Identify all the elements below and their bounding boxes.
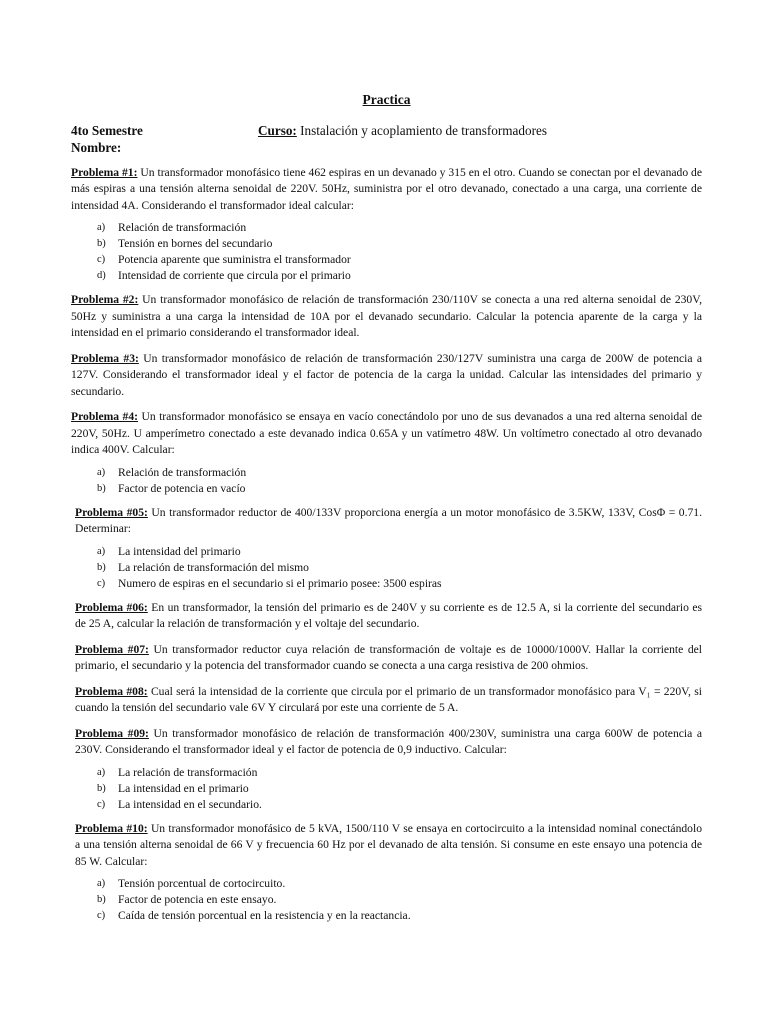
list-item-text: Numero de espiras en el secundario si el primario posee: 3500 espiras	[118, 576, 442, 590]
problem-10	[75, 821, 702, 871]
problem-7	[75, 642, 702, 675]
problem-6	[75, 600, 702, 633]
problem-text: Cual será la intensidad de la corriente que circula por el primario de un transformador monofásico para V₁ = 220V, si cuando la tensión del secundario vale 6V Y circulará por este una corriente de 5 A.	[75, 684, 702, 714]
list-item-marker: a)	[97, 222, 106, 233]
problem-8	[75, 684, 702, 717]
problem-3	[71, 351, 702, 401]
problem-10-items	[71, 876, 702, 924]
list-item-text: Relación de transformación	[118, 465, 247, 479]
list-item	[71, 236, 702, 252]
list-item	[71, 481, 702, 497]
problem-label: Problema #10:	[75, 821, 148, 835]
problem-text: Un transformador monofásico tiene 462 espiras en un devanado y 315 en el otro. Cuando se conectan por el devanado de más espiras a una tensión alterna senoidal de 220V. 50Hz, suministra por el otro devanado, conectado a una carga, una corriente de intensidad 4A. Considerando el transformador ideal calcular:	[71, 165, 702, 212]
list-item-text: La intensidad en el primario	[118, 781, 249, 795]
problem-text: En un transformador, la tensión del primario es de 240V y su corriente es de 12.5 A, si la corriente del secundario es de 25 A, calcular la relación de transformación y el voltaje del secundario.	[75, 600, 702, 630]
course-value: Instalación y acoplamiento de transformadores	[296, 122, 547, 138]
list-item-text: La relación de transformación	[118, 765, 258, 779]
problem-label: Problema #09:	[75, 726, 149, 740]
list-item-text: Caída de tensión porcentual en la resistencia y en la reactancia.	[118, 909, 411, 922]
problem-2	[71, 292, 702, 342]
list-item-marker: a)	[97, 766, 106, 778]
list-item	[71, 252, 702, 268]
list-item-marker: a)	[97, 878, 106, 889]
list-item-marker: b)	[97, 894, 106, 905]
list-item-text: La relación de transformación del mismo	[118, 560, 309, 574]
problem-1	[71, 165, 702, 215]
list-item	[71, 220, 702, 236]
course-line	[258, 122, 547, 139]
document-page	[71, 92, 702, 932]
list-item-marker: b)	[97, 561, 106, 573]
list-item-marker: b)	[97, 782, 106, 794]
list-item-marker: c)	[97, 910, 106, 921]
problem-4-items	[71, 465, 702, 497]
problem-4	[71, 409, 702, 459]
list-item	[71, 576, 702, 592]
problem-label: Problema #3:	[71, 351, 139, 365]
course-label: Curso:	[258, 122, 297, 138]
problem-text: Un transformador monofásico de relación de transformación 230/127V suministra una carga de 200W de potencia a 127V. Considerando el transformador ideal y el factor de potencia de la carga la unidad. Calcular las intensidades del primario y secundario.	[71, 351, 702, 398]
problem-9	[75, 726, 702, 759]
list-item-text: Tensión en bornes del secundario	[118, 237, 273, 250]
problem-text: Un transformador reductor cuya relación de transformación de voltaje es de 10000/1000V. Hallar la corriente del primario, el secundario y la potencia del transformador cuando se conecta a una carga resistiva de 200 ohmios.	[75, 642, 702, 672]
list-item	[71, 268, 702, 284]
problem-label: Problema #4:	[71, 410, 138, 423]
list-item-marker: b)	[97, 238, 106, 249]
semester-label: 4to Semestre	[71, 122, 143, 138]
list-item-marker: c)	[97, 254, 106, 265]
problem-label: Problema #07:	[75, 642, 149, 656]
list-item-text: La intensidad en el secundario.	[118, 797, 262, 811]
list-item	[71, 781, 702, 797]
list-item-marker: a)	[97, 466, 106, 478]
list-item	[71, 908, 702, 924]
list-item	[71, 876, 702, 892]
problem-label: Problema #06:	[75, 600, 148, 614]
problem-label: Problema #05:	[75, 505, 148, 519]
list-item-marker: d)	[97, 270, 106, 281]
list-item-marker: c)	[97, 577, 106, 589]
problem-text: Un transformador reductor de 400/133V proporciona energía a un motor monofásico de 3.5KW, 133V, CosΦ = 0.71. Determinar:	[75, 505, 702, 535]
problem-list	[71, 165, 702, 925]
list-item	[71, 765, 702, 781]
list-item-marker: c)	[97, 798, 106, 810]
list-item-text: Potencia aparente que suministra el transformador	[118, 253, 351, 266]
list-item	[71, 797, 702, 813]
problem-label: Problema #2:	[71, 293, 139, 306]
name-label: Nombre:	[71, 139, 122, 155]
page-title: Practica	[362, 92, 411, 107]
list-item-text: Factor de potencia en vacío	[118, 481, 246, 495]
list-item-text: Relación de transformación	[118, 221, 247, 234]
list-item-text: Tensión porcentual de cortocircuito.	[118, 877, 286, 890]
problem-5-items	[71, 544, 702, 592]
header-info	[71, 122, 702, 156]
problem-1-items	[71, 220, 702, 284]
list-item	[71, 892, 702, 908]
problem-label: Problema #1:	[71, 165, 138, 179]
list-item	[71, 560, 702, 576]
problem-5	[75, 505, 702, 538]
list-item-text: La intensidad del primario	[118, 544, 241, 558]
list-item	[71, 465, 702, 481]
list-item-marker: a)	[97, 545, 106, 557]
problem-label: Problema #08:	[75, 684, 148, 698]
problem-text: Un transformador monofásico de 5 kVA, 1500/110 V se ensaya en cortocircuito a la intensidad nominal conectándolo a una tensión alterna senoidal de 66 V y frecuencia 60 Hz por el devanado de alta tensión. Si consume en este ensayo una potencia de 85 W. Calcular:	[75, 821, 702, 868]
problem-text: Un transformador monofásico de relación de transformación 230/110V se conecta a una red alterna senoidal de 230V, 50Hz y suministra a una carga la intensidad de 10A por el devanado secundario. Calcular la potencia aparente de la carga y la intensidad en el primario considerando el transformador ideal.	[71, 293, 702, 339]
problem-text: Un transformador monofásico de relación de transformación 400/230V, suministra una carga 600W de potencia a 230V. Considerando el transformador ideal y el factor de potencia de 0,9 inductivo. Calcular:	[75, 726, 702, 756]
list-item-marker: b)	[97, 482, 106, 494]
list-item-text: Intensidad de corriente que circula por el primario	[118, 269, 351, 282]
problem-9-items	[71, 765, 702, 813]
list-item	[71, 544, 702, 560]
list-item-text: Factor de potencia en este ensayo.	[118, 893, 277, 906]
problem-text: Un transformador monofásico se ensaya en vacío conectándolo por uno de sus devanados a una red alterna senoidal de 220V, 50Hz. U amperímetro conectado a este devanado indica 0.65A y un vatímetro 48W. Un voltímetro conectado al otro devanado indica 400V. Calcular:	[71, 410, 702, 456]
